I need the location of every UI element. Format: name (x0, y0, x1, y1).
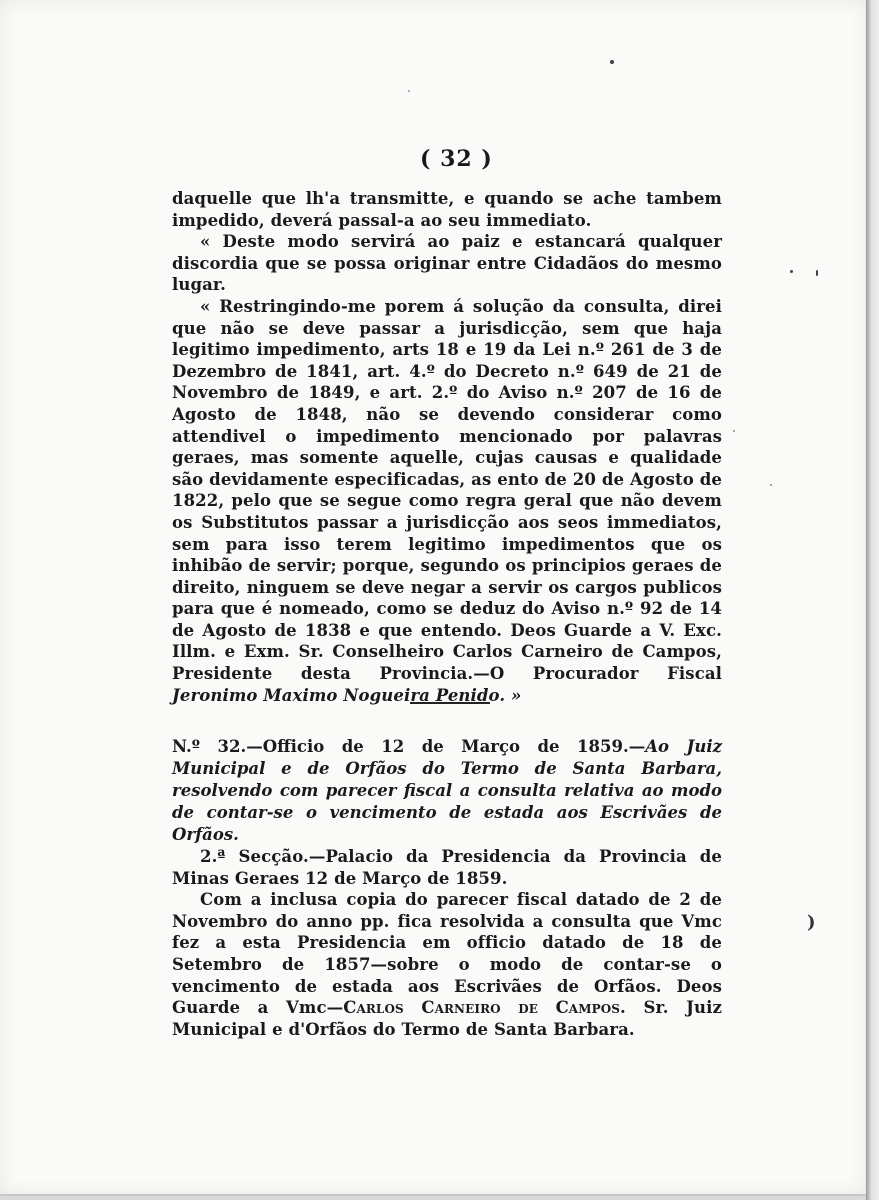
document-title: Ao Juiz Municipal e de Orfãos do Termo de Santa Barbara, resolvendo com parecer fiscal a consulta relativa ao modo de contar-se o vencimento de estada aos Escrivães de Orfãos. (172, 737, 722, 844)
page-edge-shadow (866, 0, 879, 1200)
document-number: N.º 32.—Officio de 12 de Março de 1859.— (172, 737, 646, 756)
page-number: ( 32 ) (420, 146, 493, 172)
paragraph-3 (172, 296, 722, 706)
officio-body-text: Com a inclusa copia do parecer fiscal datado de 2 de Novembro do anno pp. fica resolvida a consulta que Vmc fez a esta Presidencia em officio datado de 18 de Setembro de 1857—sobre o modo de contar-se o vencimento de estada aos Escrivães de Orfãos. Deos Guarde a Vmc— (172, 890, 722, 1018)
officio-header: 2.ª Secção.—Palacio da Presidencia da Provincia de Minas Geraes 12 de Março de 1859. (172, 847, 722, 888)
paragraph-1: daquelle que lh'a transmitte, e quando se ache tambem impedido, deverá passal-a ao seu immediato. (172, 189, 722, 230)
section-officio-text (172, 846, 722, 1040)
paragraph-3-text: « Restringindo-me porem á solução da consulta, direi que não se deve passar a jurisdicção, sem que haja legitimo impedimento, arts 18 e 19 da Lei n.º 261 de 3 de Dezembro de 1841, art. 4.º do Decreto n.º 649 de 21 de Novembro de 1849, e art. 2.º do Aviso n.º 207 de 16 de Agosto de 1848, não se devendo considerar como attendivel o impedimento mencionado por palavras geraes, mas somente aquelle, cujas causas e qualidade são devidamente especificadas, as ento de 20 de Agosto de 1822, pelo que se segue como regra geral que não devem os Substitutos passar a jurisdicção aos seos immediatos, sem para isso terem legitimo impedimentos que os inhibão de servir; porque, segundo os principios geraes de direito, ninguem se deve negar a servir os cargos publicos para que é nomeado, como se deduz do Aviso n.º 92 de 14 de Agosto de 1838 e que entendo. Deos Guarde a V. Exc. Illm. e Exm. Sr. Conselheiro Carlos Carneiro de Campos, Presidente desta Provincia.—O Procurador Fiscal (172, 296, 722, 684)
section-consulta-text (172, 188, 722, 706)
margin-mark: ) (807, 912, 816, 933)
ink-speck (408, 90, 410, 92)
ink-speck (733, 430, 735, 432)
officio-closing: Sr. Juiz Municipal e d'Orfãos do Termo de Santa Barbara. (172, 998, 722, 1039)
section-divider (410, 702, 490, 704)
paragraph-2: « Deste modo servirá ao paiz e estancará qualquer discordia que se possa originar entre Cidadãos do mesmo lugar. (172, 232, 722, 295)
signatory-name: Jeronimo Maximo Nogueira Penido. » (172, 685, 522, 705)
officio-body (172, 889, 722, 1040)
document-heading (172, 736, 722, 846)
ink-speck (790, 270, 793, 273)
ink-speck (816, 270, 818, 276)
ink-speck (770, 484, 772, 486)
officio-signature: Carlos Carneiro de Campos. (343, 998, 626, 1018)
ink-speck (610, 60, 614, 64)
